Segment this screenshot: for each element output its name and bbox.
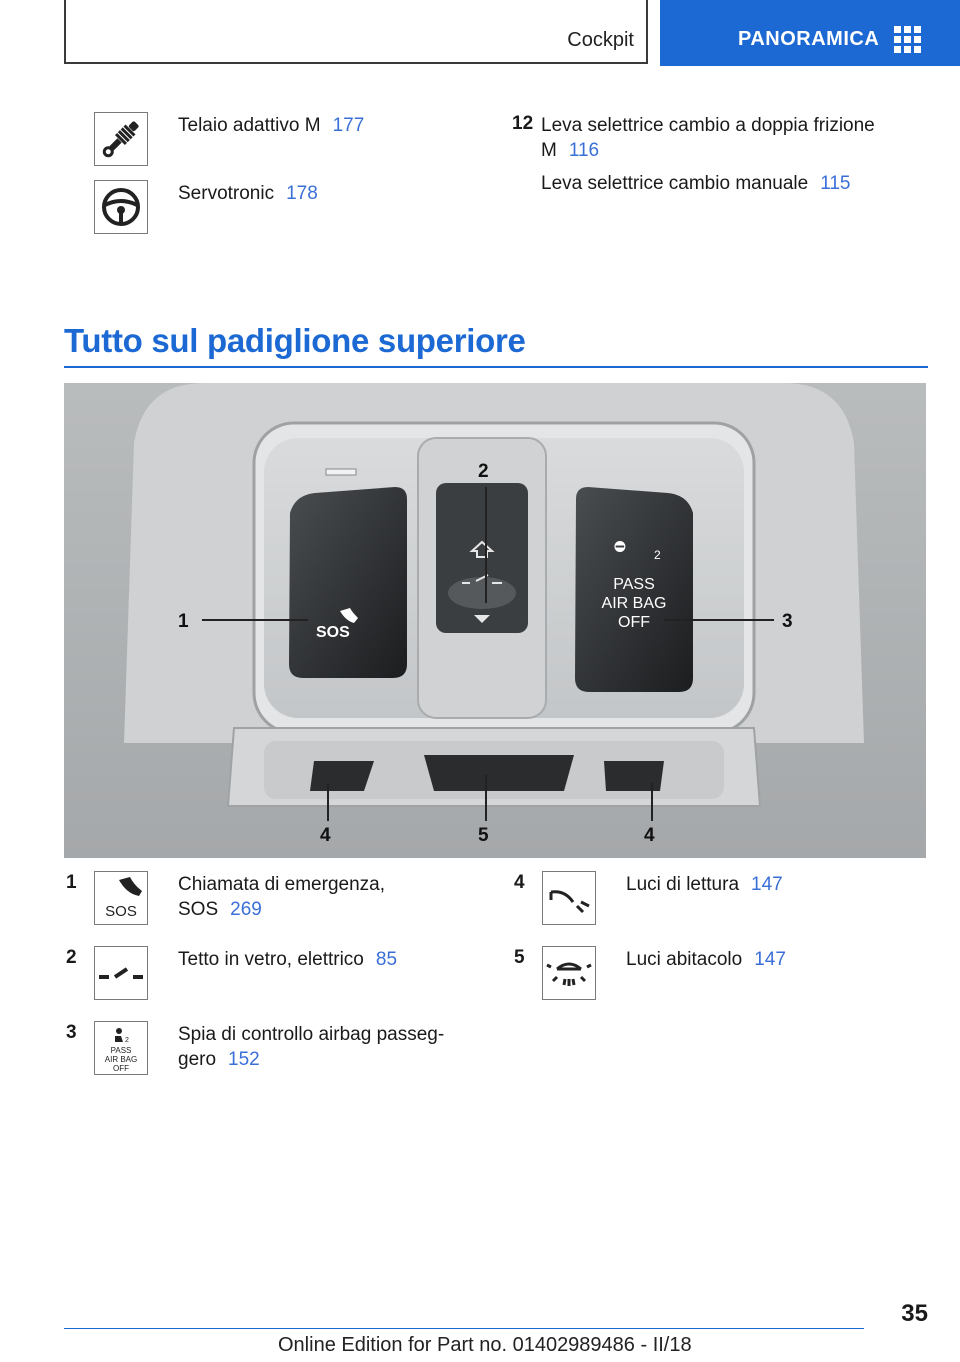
nav-overview-label: PANORAMICA [738, 28, 880, 50]
item-text: Luci di lettura [626, 874, 740, 895]
item-text: M [541, 140, 557, 161]
legend-item-glass-roof [178, 947, 397, 972]
page-ref-link[interactable]: 147 [751, 874, 783, 895]
sos-button-label: SOS [316, 624, 350, 641]
section-name: Cockpit [567, 29, 634, 51]
page-number: 35 [901, 1300, 928, 1327]
airbag-icon-off: OFF [113, 1064, 129, 1073]
legend-number: 4 [514, 872, 525, 893]
page-ref-link[interactable]: 85 [375, 949, 398, 970]
item-text: Chiamata di emergenza, [178, 874, 385, 895]
airbag-label-airbag: AIR BAG [601, 595, 667, 612]
item-servotronic [178, 181, 318, 206]
sos-icon-label: SOS [105, 903, 137, 920]
airbag-person-icon: ⛔︎ [614, 538, 626, 554]
airbag-label-off: OFF [618, 614, 650, 631]
item-number: 12 [512, 113, 534, 134]
airbag-icon-airbag: AIR BAG [104, 1055, 138, 1064]
legend-number: 5 [514, 947, 525, 968]
callout-2: 2 [478, 461, 489, 482]
item-text: Leva selettrice cambio manuale [541, 173, 809, 194]
item-adaptive-chassis [178, 113, 364, 138]
sos-phone-icon [94, 871, 148, 925]
item-text: gero [178, 1049, 217, 1070]
legend-number: 2 [66, 947, 77, 968]
title-divider [64, 366, 928, 368]
callout-1: 1 [178, 611, 189, 632]
svg-text:2: 2 [125, 1037, 129, 1044]
item-text: Luci abitacolo [626, 949, 743, 970]
page-ref-link[interactable]: 178 [286, 183, 318, 204]
page-ref-link[interactable]: 177 [332, 115, 365, 136]
roof-console-illustration [64, 383, 926, 858]
callout-4-right: 4 [644, 825, 655, 846]
item-text: Servotronic [178, 183, 275, 204]
item-gear-selector [541, 113, 901, 196]
edition-text: Online Edition for Part no. 01402989486 - II/18 [278, 1334, 692, 1356]
footer-divider [64, 1328, 864, 1329]
item-text: SOS [178, 899, 219, 920]
steering-wheel-icon [94, 180, 148, 234]
item-text: Tetto in vetro, elettrico [178, 949, 364, 970]
legend-item-sos [178, 872, 385, 922]
page-ref-link[interactable]: 147 [754, 949, 786, 970]
page-ref-link[interactable]: 269 [230, 899, 262, 920]
legend-item-airbag [178, 1022, 458, 1072]
legend-item-interior-light [626, 947, 786, 972]
page-ref-link[interactable]: 116 [568, 140, 600, 161]
shock-absorber-icon [94, 112, 148, 166]
interior-light-icon [542, 946, 596, 1000]
legend-number: 3 [66, 1022, 77, 1043]
legend-item-reading-light [626, 872, 783, 897]
airbag-label-pass: PASS [613, 576, 655, 593]
airbag-off-icon [94, 1021, 148, 1075]
page-ref-link[interactable]: 152 [228, 1049, 260, 1070]
item-text: Telaio adattivo M [178, 115, 321, 136]
grid-icon [894, 26, 922, 54]
callout-4-left: 4 [320, 825, 331, 846]
glass-roof-icon [94, 946, 148, 1000]
page-ref-link[interactable]: 115 [820, 173, 851, 194]
nav-overview-button[interactable] [660, 0, 960, 66]
legend-number: 1 [66, 872, 77, 893]
callout-3: 3 [782, 611, 793, 632]
item-text: Leva selettrice cambio a doppia frizione [541, 115, 875, 136]
callout-5: 5 [478, 825, 489, 846]
airbag-icon-pass: PASS [110, 1046, 132, 1055]
item-text: Spia di controllo airbag passeg- [178, 1024, 445, 1045]
section-title: Tutto sul padiglione superiore [64, 322, 526, 359]
reading-light-icon [542, 871, 596, 925]
header-section-box [64, 0, 648, 64]
airbag-seat-number: 2 [654, 548, 661, 562]
